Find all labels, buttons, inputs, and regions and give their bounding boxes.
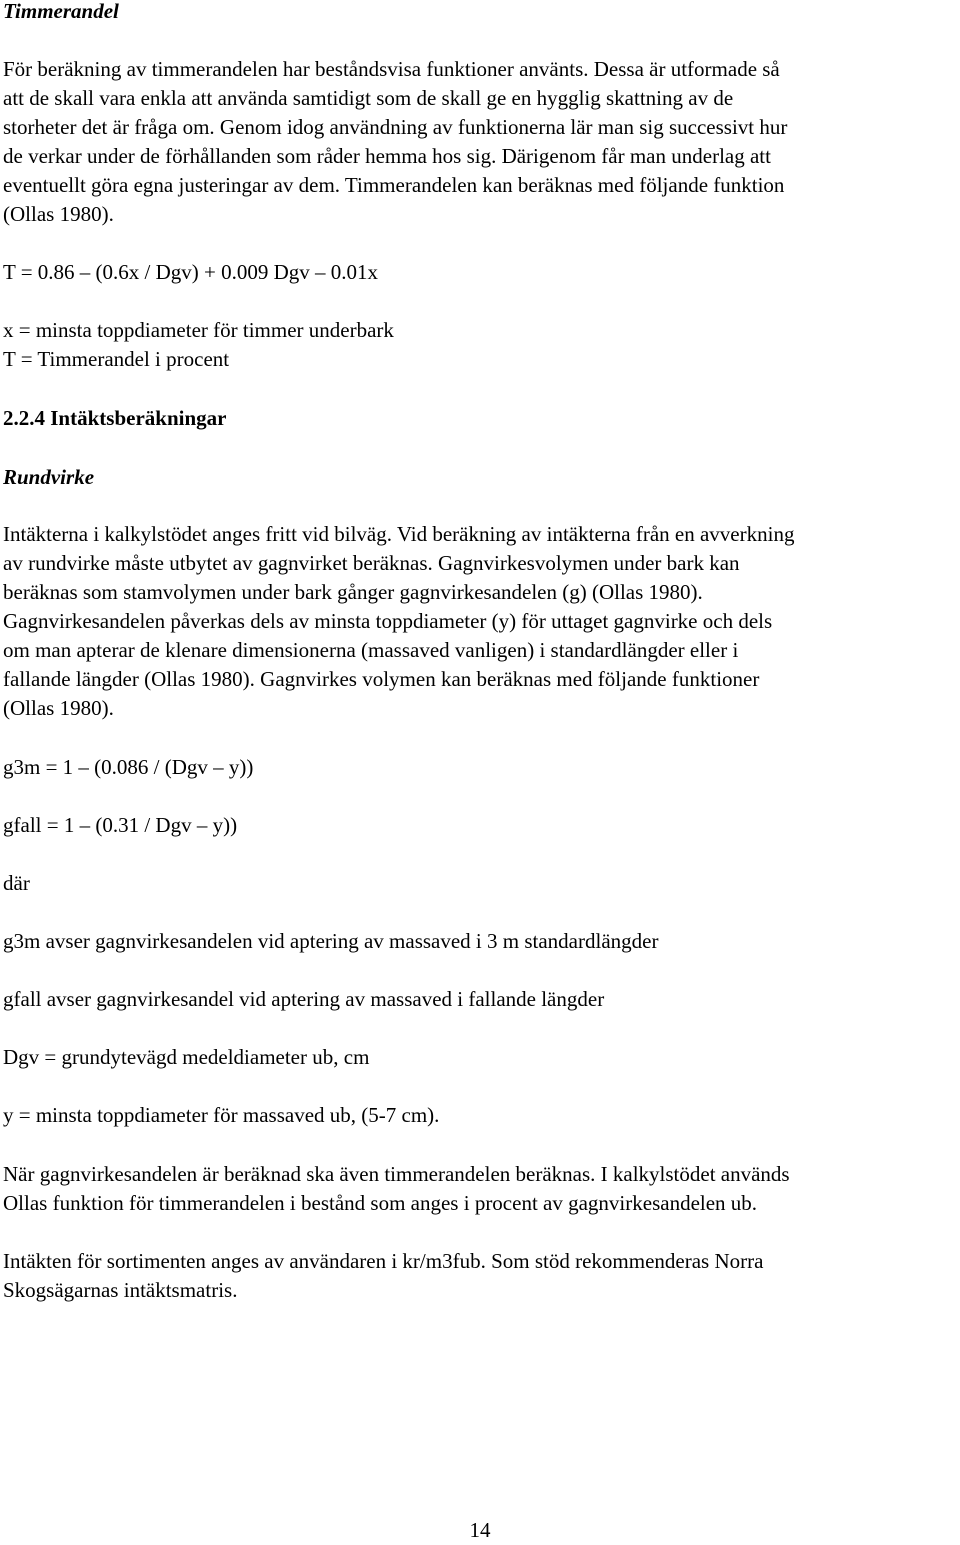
- paragraph-line: beräknas som stamvolymen under bark gånger gagnvirkesandelen (g) (Ollas 1980).: [3, 580, 703, 604]
- text-dar: där: [3, 871, 30, 895]
- definitions-timmerandel: [3, 316, 958, 374]
- paragraph-line: Skogsägarnas intäktsmatris.: [3, 1278, 238, 1302]
- paragraph-intakt-sortiment: [3, 1247, 958, 1305]
- formula-gfall: gfall = 1 – (0.31 / Dgv – y)): [3, 813, 238, 837]
- heading-timmerandel: Timmerandel: [3, 0, 119, 23]
- formula-g3m: g3m = 1 – (0.086 / (Dgv – y)): [3, 755, 254, 779]
- paragraph-line: Ollas funktion för timmerandelen i bestånd som anges i procent av gagnvirkesandelen ub.: [3, 1191, 758, 1215]
- paragraph-line: (Ollas 1980).: [3, 202, 114, 226]
- formula-timmerandel: T = 0.86 – (0.6x / Dgv) + 0.009 Dgv – 0.01x: [3, 260, 379, 284]
- paragraph-line: eventuellt göra egna justeringar av dem. Timmerandelen kan beräknas med följande funktion: [3, 173, 785, 197]
- paragraph-line: Intäkten för sortimenten anges av användaren i kr/m3fub. Som stöd rekommenderas Norra: [3, 1249, 764, 1273]
- paragraph-line: att de skall vara enkla att använda samtidigt som de skall ge en hygglig skattning av de: [3, 86, 734, 110]
- page-number: 14: [469, 1518, 491, 1542]
- paragraph-line: om man apterar de klenare dimensionerna (massaved vanligen) i standardlängder eller i: [3, 638, 739, 662]
- paragraph-gagnvirkesandel: [3, 1160, 958, 1218]
- definition-gfall: gfall avser gagnvirkesandel vid aptering av massaved i fallande längder: [3, 987, 605, 1011]
- paragraph-line: När gagnvirkesandelen är beräknad ska även timmerandelen beräknas. I kalkylstödet används: [3, 1162, 790, 1186]
- paragraph-line: de verkar under de förhållanden som råder hemma hos sig. Därigenom får man underlag att: [3, 144, 771, 168]
- subheading-rundvirke: Rundvirke: [3, 465, 95, 489]
- definition-dgv: Dgv = grundytevägd medeldiameter ub, cm: [3, 1045, 370, 1069]
- paragraph-line: storheter det är fråga om. Genom idog användning av funktionerna lär man sig successivt hur: [3, 115, 788, 139]
- paragraph-line: Intäkterna i kalkylstödet anges fritt vid bilväg. Vid beräkning av intäkterna från en avverkning: [3, 522, 795, 546]
- definition-g3m: g3m avser gagnvirkesandelen vid aptering av massaved i 3 m standardlängder: [3, 929, 659, 953]
- paragraph-line: fallande längder (Ollas 1980). Gagnvirkes volymen kan beräknas med följande funktioner: [3, 667, 760, 691]
- paragraph-line: av rundvirke måste utbytet av gagnvirket beräknas. Gagnvirkesvolymen under bark kan: [3, 551, 740, 575]
- definition-t: T = Timmerandel i procent: [3, 347, 230, 371]
- paragraph-line: För beräkning av timmerandelen har beståndsvisa funktioner använts. Dessa är utformade så: [3, 57, 780, 81]
- paragraph-timmerandel: [3, 55, 958, 229]
- paragraph-line: Gagnvirkesandelen påverkas dels av minsta toppdiameter (y) för uttaget gagnvirke och dels: [3, 609, 773, 633]
- definition-y: y = minsta toppdiameter för massaved ub, (5-7 cm).: [3, 1103, 440, 1127]
- paragraph-intakt: [3, 520, 958, 723]
- definition-x: x = minsta toppdiameter för timmer underbark: [3, 318, 394, 342]
- paragraph-line: (Ollas 1980).: [3, 696, 114, 720]
- heading-intaktsberakningar: 2.2.4 Intäktsberäkningar: [3, 406, 227, 430]
